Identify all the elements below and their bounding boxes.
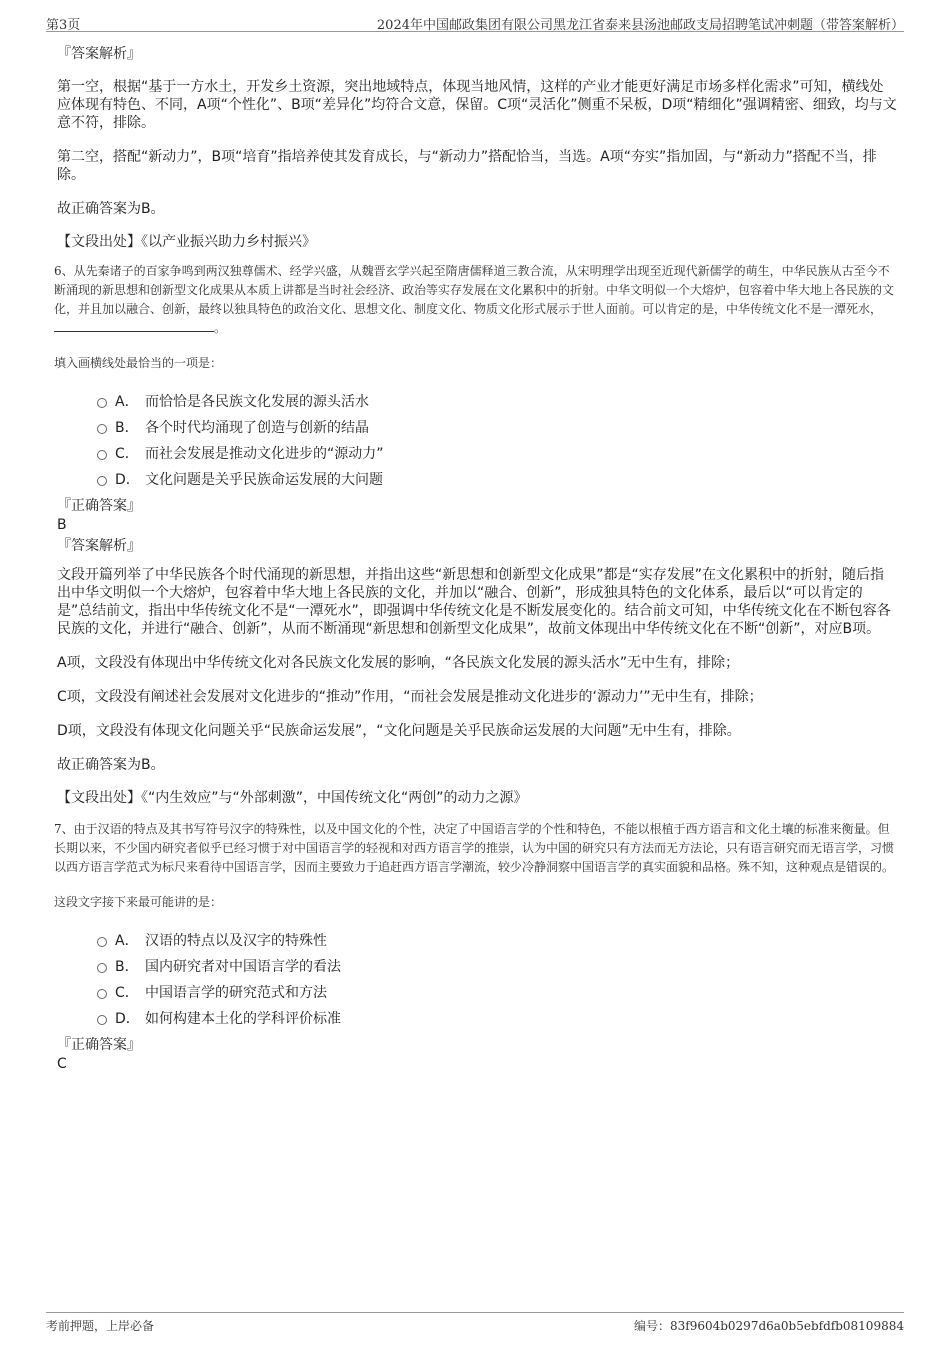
q6-analysis-option-a: A项，文段没有体现出中华传统文化对各民族文化发展的影响，“各民族文化发展的源头活水”无中生有，排除； bbox=[57, 655, 740, 671]
document-id: 编号：83f9604b0297d6a0b5ebfdfb08109884 bbox=[633, 1319, 904, 1333]
q6-answer: B bbox=[57, 517, 67, 533]
page-footer bbox=[46, 1312, 904, 1336]
q5-source: 【文段出处】《以产业振兴助力乡村振兴》 bbox=[57, 234, 316, 250]
q7-option-d[interactable] bbox=[97, 1005, 897, 1031]
option-key: A． bbox=[115, 933, 139, 949]
q6-stem-text: 6、从先秦诸子的百家争鸣到两汉独尊儒术、经学兴盛，从魏晋玄学兴起至隋唐儒释道三教合流，从宋明理学出现至近现代新儒学的萌生，中华民族从古至今不断涌现的新思想和创新型文化成果从本质上讲都是当时社会经济、政治等实存发展在文化累积中的折射。中华文明似一个大熔炉，包容着中华大地上各民族的文化，并且加以融合、创新，最终以独具特色的政治文化、思想文化、制度文化、物质文化形式展示于世人面前。可以肯定的是，中华传统文化不是一潭死水， bbox=[54, 264, 895, 316]
q5-analysis-label: 『答案解析』 bbox=[57, 46, 141, 62]
q7-prompt: 这段文字接下来最可能讲的是： bbox=[54, 895, 223, 909]
q5-analysis-para-2: 第二空，搭配“新动力”，B项“培育”指培养使其发育成长，与“新动力”搭配恰当，当选。A项“夯实”指加固，与“新动力”搭配不当，排除。 bbox=[57, 149, 877, 183]
radio-icon[interactable] bbox=[97, 937, 107, 947]
q7-stem: 7、由于汉语的特点及其书写符号汉字的特殊性，以及中国文化的个性，决定了中国语言学的个性和特色，不能以根植于西方语言和文化土壤的标准来衡量。但长期以来，不少国内研究者似乎已经习惯于对中国语言学的轻视和对西方语言学的推崇，认为中国的研究只有方法而无方法论，只有语言研究而无语言学，习惯以西方语言学范式为标尺来看待中国语言学，因而主要致力于追赶西方语言学潮流，较少冷静洞察中国语言学的真实面貌和品格。殊不知，这种观点是错误的。 bbox=[54, 822, 895, 874]
option-text: 文化问题是关乎民族命运发展的大问题 bbox=[145, 472, 383, 488]
q6-source: 【文段出处】《“内生效应”与“外部刺激”，中国传统文化“两创”的动力之源》 bbox=[57, 790, 528, 806]
radio-icon[interactable] bbox=[97, 989, 107, 999]
q7-option-c[interactable] bbox=[97, 979, 897, 1005]
radio-icon[interactable] bbox=[97, 1015, 107, 1025]
radio-icon[interactable] bbox=[97, 398, 107, 408]
radio-icon[interactable] bbox=[97, 963, 107, 973]
q6-answer-label: 『正确答案』 bbox=[57, 498, 141, 514]
option-key: D． bbox=[115, 1011, 140, 1027]
q6-analysis-option-d: D项，文段没有体现文化问题关乎“民族命运发展”，“文化问题是关乎民族命运发展的大问题”无中生有，排除。 bbox=[57, 723, 741, 739]
main-content bbox=[54, 44, 897, 1073]
q7-answer: C bbox=[57, 1056, 67, 1072]
q6-analysis-option-c: C项，文段没有阐述社会发展对文化进步的“推动”作用，“而社会发展是推动文化进步的‘源动力’”无中生有，排除； bbox=[57, 689, 763, 705]
q6-blank bbox=[54, 320, 214, 332]
option-key: B． bbox=[115, 959, 139, 975]
q6-analysis-label: 『答案解析』 bbox=[57, 538, 141, 554]
q6-option-b[interactable] bbox=[97, 414, 897, 440]
q6-option-c[interactable] bbox=[97, 440, 897, 466]
q5-analysis-para-1: 第一空，根据“基于一方水土，开发乡土资源，突出地域特点，体现当地风情，这样的产业才能更好满足市场多样化需求”可知，横线处应体现有特色、不同，A项“个性化”、B项“差异化”均符合文意，保留。C项“灵活化”侧重不呆板，D项“精细化”强调精密、细致，均与文意不符，排除。 bbox=[57, 79, 897, 131]
option-text: 如何构建本土化的学科评价标准 bbox=[145, 1011, 341, 1027]
option-text: 而社会发展是推动文化进步的“源动力” bbox=[145, 446, 384, 462]
option-text: 中国语言学的研究范式和方法 bbox=[145, 985, 327, 1001]
option-text: 而恰恰是各民族文化发展的源头活水 bbox=[145, 394, 369, 410]
option-key: A． bbox=[115, 394, 139, 410]
q6-stem-end: 。 bbox=[214, 321, 227, 335]
q5-analysis-conclusion: 故正确答案为B。 bbox=[57, 201, 165, 217]
q7-options bbox=[97, 927, 897, 1031]
option-key: C． bbox=[115, 446, 139, 462]
option-text: 汉语的特点以及汉字的特殊性 bbox=[145, 933, 327, 949]
q6-stem bbox=[54, 262, 897, 338]
page-number: 第3页 bbox=[46, 18, 81, 33]
option-key: C． bbox=[115, 985, 139, 1001]
q6-analysis-para-1: 文段开篇列举了中华民族各个时代涌现的新思想，并指出这些“新思想和创新型文化成果”都是“实存发展”在文化累积中的折射，随后指出中华文明似一个大熔炉，包容着中华大地上各民族的文化，并加以“融合、创新”，形成独具特色的文化体系，最后以“可以肯定的是”总结前文，指出中华传统文化不是“一潭死水”，即强调中华传统文化是不断发展变化的。结合前文可知，中华传统文化在不断包容各民族的文化，并进行“融合、创新”，从而不断涌现“新思想和创新型文化成果”，故前文体现出中华传统文化在不断“创新”，对应B项。 bbox=[57, 567, 891, 637]
q6-option-a[interactable] bbox=[97, 388, 897, 414]
option-text: 各个时代均涌现了创造与创新的结晶 bbox=[145, 420, 369, 436]
radio-icon[interactable] bbox=[97, 450, 107, 460]
radio-icon[interactable] bbox=[97, 424, 107, 434]
option-key: D． bbox=[115, 472, 140, 488]
option-text: 国内研究者对中国语言学的看法 bbox=[145, 959, 341, 975]
radio-icon[interactable] bbox=[97, 476, 107, 486]
q7-option-b[interactable] bbox=[97, 953, 897, 979]
page-header bbox=[46, 12, 904, 32]
option-key: B． bbox=[115, 420, 139, 436]
q7-option-a[interactable] bbox=[97, 927, 897, 953]
q6-prompt: 填入画横线处最恰当的一项是： bbox=[54, 356, 223, 370]
document-title: 2024年中国邮政集团有限公司黑龙江省泰来县汤池邮政支局招聘笔试冲刺题（带答案解析） bbox=[376, 18, 904, 33]
q6-option-d[interactable] bbox=[97, 466, 897, 492]
footer-slogan: 考前押题，上岸必备 bbox=[46, 1319, 155, 1333]
q6-options bbox=[97, 388, 897, 492]
q7-answer-label: 『正确答案』 bbox=[57, 1037, 141, 1053]
q6-analysis-conclusion: 故正确答案为B。 bbox=[57, 757, 165, 773]
